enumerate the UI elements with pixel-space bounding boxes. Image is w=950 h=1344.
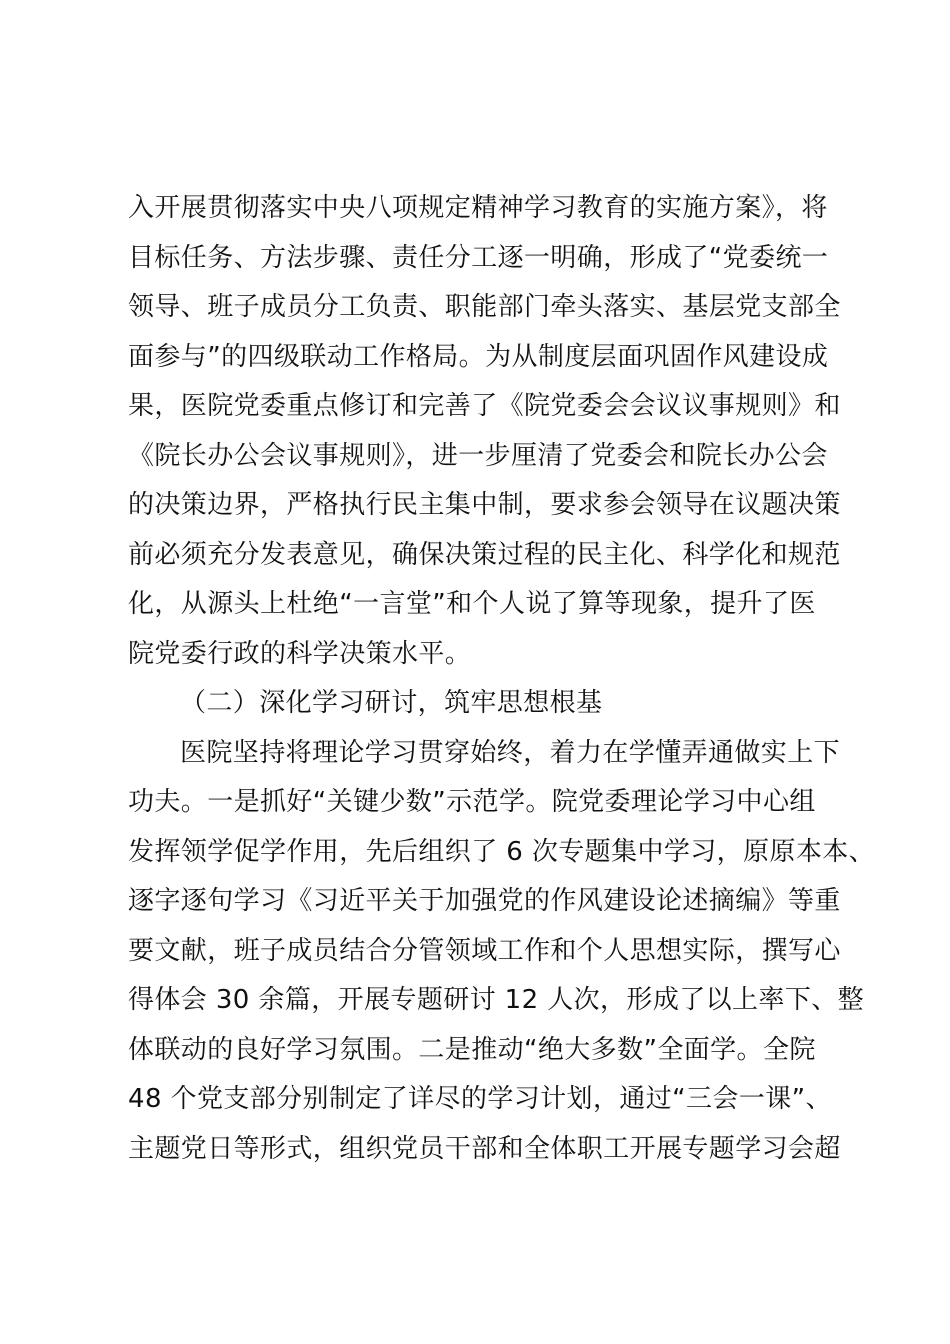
paragraph-line: 目标任务、方法步骤、责任分工逐一明确，形成了“党委统一 bbox=[128, 242, 829, 273]
section-heading: （二）深化学习研讨，筑牢思想根基 bbox=[180, 688, 603, 718]
paragraph-line: 领导、班子成员分工负责、职能部门牵头落实、基层党支部全 bbox=[128, 292, 841, 322]
paragraph-line: 面参与”的四级联动工作格局。为从制度层面巩固作风建设成 bbox=[128, 341, 829, 372]
paragraph-line: 院党委行政的科学决策水平。 bbox=[128, 638, 472, 669]
document-body bbox=[128, 184, 876, 1174]
paragraph-line: 的决策边界，严格执行民主集中制，要求参会领导在议题决策 bbox=[128, 490, 841, 520]
paragraph-line: 主题党日等形式，组织党员干部和全体职工开展专题学习会超 bbox=[128, 1133, 841, 1164]
paragraph-line: 得体会 30 余篇，开展专题研讨 12 人次，形成了以上率下、整 bbox=[128, 985, 865, 1015]
paragraph-line: 要文献，班子成员结合分管领域工作和个人思想实际，撰写心 bbox=[128, 935, 841, 966]
paragraph-line: 化，从源头上杜绝“一言堂”和个人说了算等现象，提升了医 bbox=[128, 589, 816, 619]
paragraph-line: 发挥领学促学作用，先后组织了 6 次专题集中学习，原原本本、 bbox=[128, 836, 876, 867]
paragraph-line: 逐字逐句学习《习近平关于加强党的作风建设论述摘编》等重 bbox=[128, 886, 841, 916]
paragraph-line: 《院长办公会议事规则》，进一步厘清了党委会和院长办公会 bbox=[128, 440, 828, 471]
paragraph-line: 体联动的良好学习氛围。二是推动“绝大多数”全面学。全院 bbox=[128, 1034, 816, 1065]
paragraph-line: 功夫。一是抓好“关键少数”示范学。院党委理论学习中心组 bbox=[128, 787, 816, 817]
paragraph-line: 入开展贯彻落实中央八项规定精神学习教育的实施方案》，将 bbox=[128, 193, 828, 223]
paragraph-line: 48 个党支部分别制定了详尽的学习计划，通过“三会一课”、 bbox=[128, 1084, 832, 1114]
paragraph-line: 果，医院党委重点修订和完善了《院党委会会议议事规则》和 bbox=[128, 391, 841, 421]
paragraph-line: 前必须充分发表意见，确保决策过程的民主化、科学化和规范 bbox=[128, 539, 841, 570]
paragraph-line: 医院坚持将理论学习贯穿始终，着力在学懂弄通做实上下 bbox=[180, 737, 841, 768]
